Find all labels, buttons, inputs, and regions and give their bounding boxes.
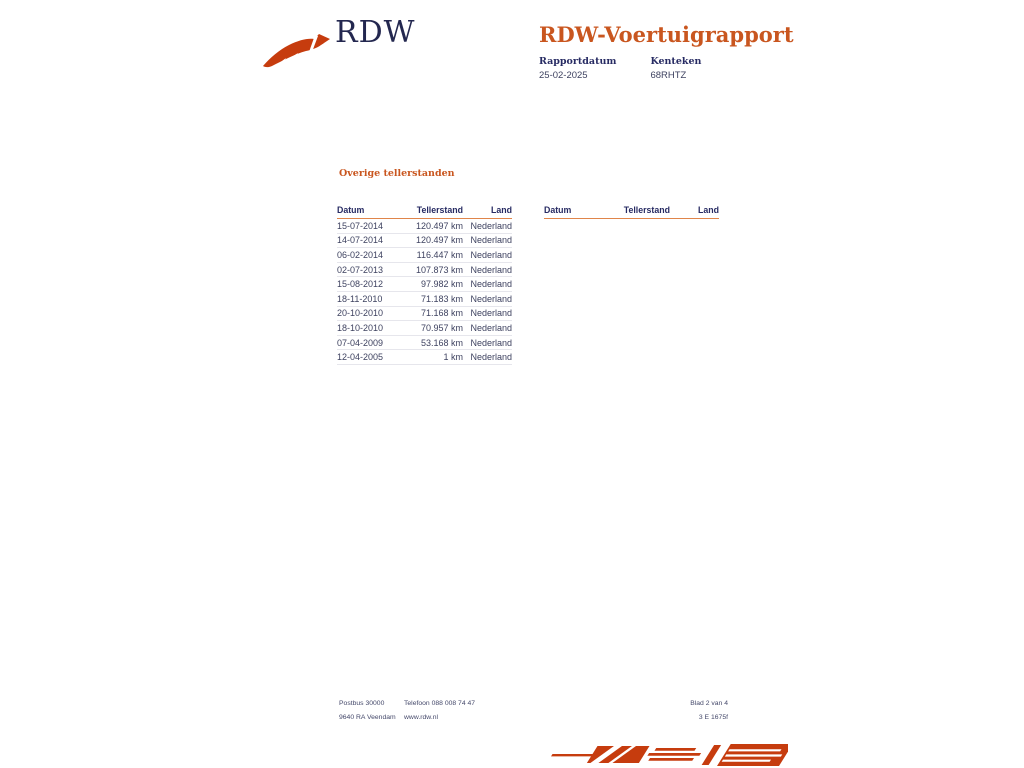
table-row: [337, 263, 512, 278]
footer-form-code: 3 E 1675f: [698, 714, 728, 721]
table-row: [337, 219, 512, 234]
cell-tellerstand: 53.168 km: [420, 337, 463, 348]
rdw-speed-stripes-graphic-icon: [548, 742, 788, 768]
cell-datum: 06-02-2014: [337, 249, 384, 260]
cell-land: Nederland: [470, 308, 512, 319]
cell-datum: 18-10-2010: [337, 322, 384, 333]
footer-city: 9640 RA Veendam: [339, 714, 396, 721]
cell-tellerstand: 1 km: [443, 352, 463, 363]
cell-tellerstand: 71.168 km: [420, 308, 463, 319]
license-plate-block: [650, 56, 701, 81]
table-row: [337, 248, 512, 263]
cell-tellerstand: 120.497 km: [415, 235, 463, 246]
cell-tellerstand: 70.957 km: [420, 322, 463, 333]
column-header-datum: Datum: [544, 205, 572, 215]
footer-website: www.rdw.nl: [404, 714, 438, 721]
rdw-eagle-logo-icon: [262, 32, 332, 70]
cell-datum: 02-07-2013: [337, 264, 384, 275]
table-header-row: [544, 205, 719, 219]
cell-land: Nederland: [470, 337, 512, 348]
section-heading-overige-tellerstanden: Overige tellerstanden: [339, 168, 455, 179]
table-row: [337, 234, 512, 249]
cell-tellerstand: 116.447 km: [416, 249, 463, 260]
table-row: [337, 307, 512, 322]
cell-datum: 18-11-2010: [337, 293, 383, 304]
column-header-land: Land: [697, 205, 719, 215]
cell-land: Nederland: [470, 322, 512, 333]
report-date-label: Rapportdatum: [539, 56, 617, 67]
cell-datum: 12-04-2005: [337, 352, 384, 363]
cell-datum: 15-07-2014: [337, 220, 384, 231]
report-date-block: [539, 56, 616, 81]
footer-postbus: Postbus 30000: [339, 700, 385, 707]
cell-land: Nederland: [470, 235, 512, 246]
table-row: [337, 336, 512, 351]
cell-land: Nederland: [470, 293, 512, 304]
table-row: [337, 321, 512, 336]
table-header-row: [337, 205, 512, 219]
cell-datum: 14-07-2014: [337, 235, 384, 246]
cell-tellerstand: 120.497 km: [415, 220, 463, 231]
cell-datum: 20-10-2010: [337, 308, 384, 319]
column-header-tellerstand: Tellerstand: [416, 205, 463, 215]
rdw-logo-wordmark: RDW: [335, 15, 416, 50]
cell-land: Nederland: [470, 264, 512, 275]
table-row: [337, 350, 512, 365]
table-row: [337, 277, 512, 292]
cell-land: Nederland: [470, 220, 512, 231]
cell-tellerstand: 97.982 km: [420, 279, 463, 290]
cell-land: Nederland: [470, 352, 512, 363]
column-header-tellerstand: Tellerstand: [623, 205, 670, 215]
cell-datum: 15-08-2012: [337, 279, 384, 290]
cell-land: Nederland: [470, 249, 512, 260]
cell-tellerstand: 107.873 km: [415, 264, 463, 275]
cell-land: Nederland: [470, 279, 512, 290]
report-meta: [539, 56, 701, 81]
page-title: RDW-Voertuigrapport: [539, 22, 794, 47]
odometer-table-right: [544, 205, 719, 219]
license-plate-value: 68RHTZ: [650, 70, 687, 81]
column-header-land: Land: [490, 205, 512, 215]
table-body: [337, 219, 512, 365]
cell-tellerstand: 71.183 km: [420, 293, 463, 304]
cell-datum: 07-04-2009: [337, 337, 384, 348]
column-header-datum: Datum: [337, 205, 365, 215]
table-row: [337, 292, 512, 307]
report-date-value: 25-02-2025: [539, 70, 588, 81]
odometer-table-left: [337, 205, 512, 365]
license-plate-label: Kenteken: [650, 56, 702, 67]
footer-page-indicator: Blad 2 van 4: [690, 700, 728, 707]
footer-phone: Telefoon 088 008 74 47: [404, 700, 476, 707]
